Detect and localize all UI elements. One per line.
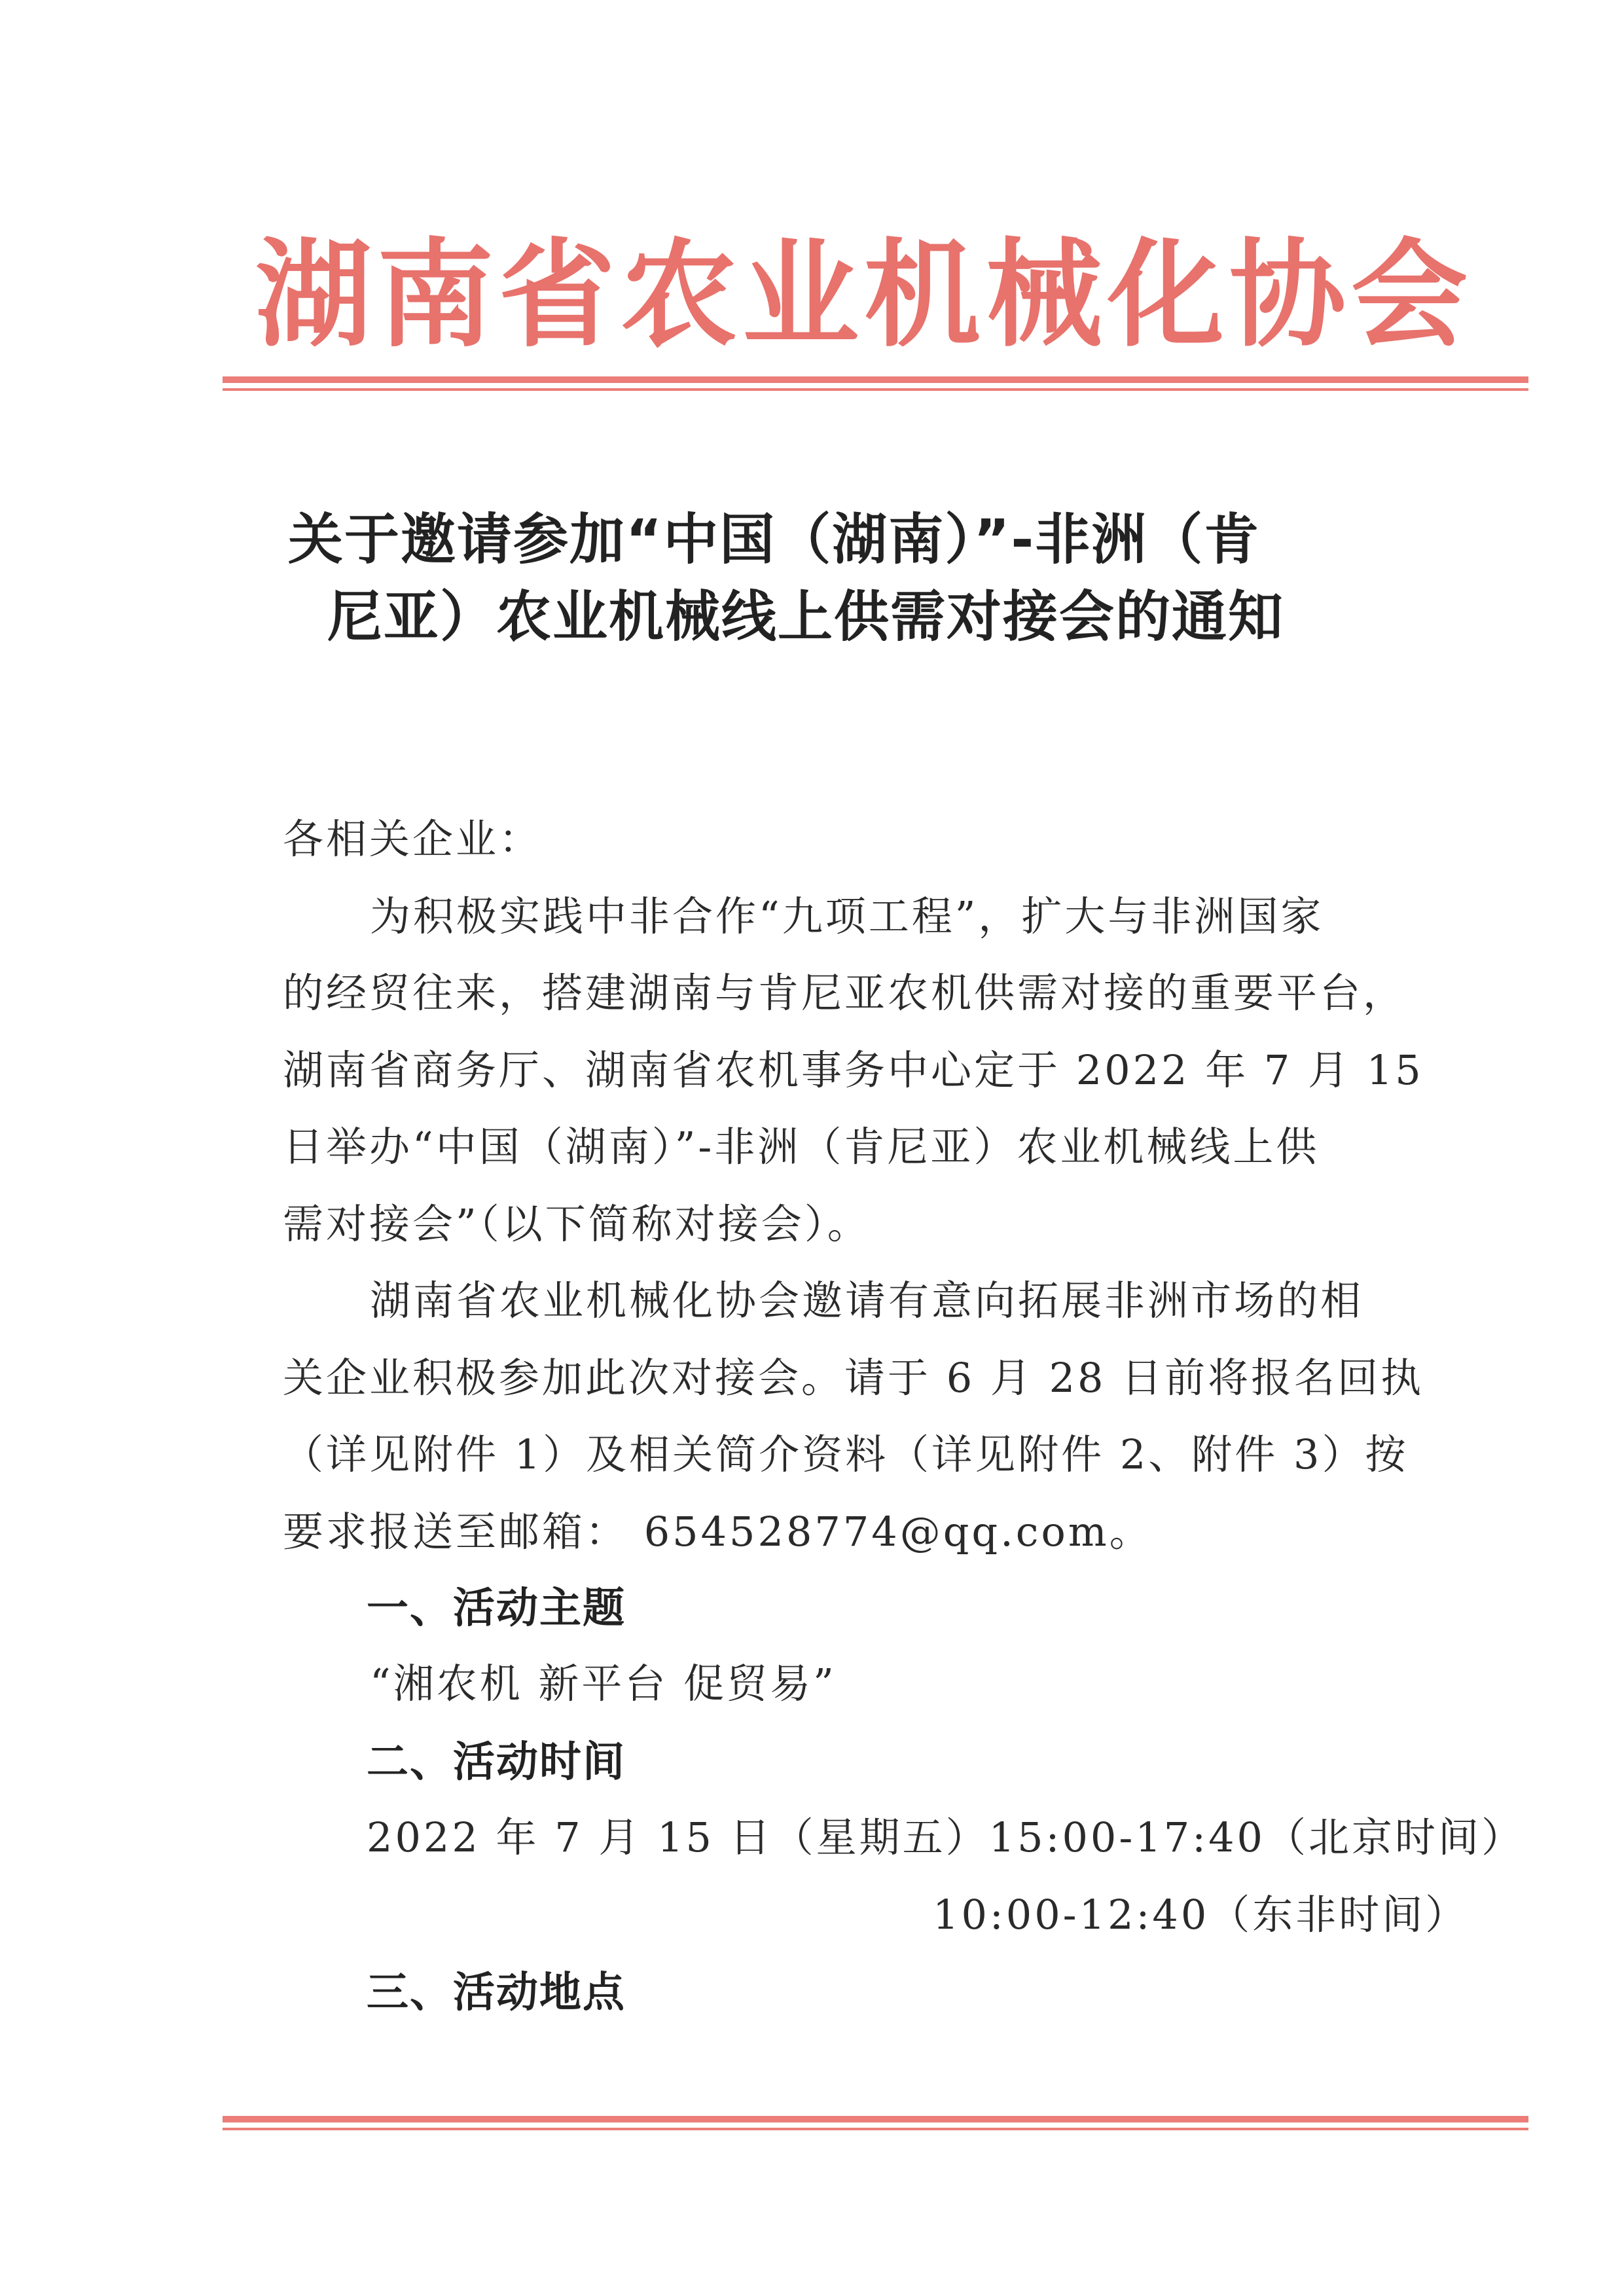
section-heading-time: 二、活动时间 bbox=[367, 1738, 626, 1787]
letterhead-red-rule bbox=[223, 376, 1528, 391]
section-heading-venue: 三、活动地点 bbox=[367, 1969, 626, 2017]
paragraph-2-line-3: （详见附件 1）及相关简介资料（详见附件 2、附件 3）按 bbox=[283, 1430, 1409, 1478]
paragraph-1-line-2: 的经贸往来，搭建湖南与肯尼亚农机供需对接的重要平台， bbox=[283, 969, 1407, 1017]
paragraph-1-line-3: 湖南省商务厅、湖南省农机事务中心定于 2022 年 7 月 15 bbox=[283, 1046, 1424, 1094]
section-time-east-africa: 10:00-12:40（东非时间） bbox=[933, 1891, 1469, 1939]
paragraph-2-line-1: 湖南省农业机械化协会邀请有意向拓展非洲市场的相 bbox=[370, 1277, 1364, 1324]
paragraph-1-line-4: 日举办“中国（湖南）”-非洲（肯尼亚）农业机械线上供 bbox=[283, 1123, 1320, 1171]
section-time-beijing: 2022 年 7 月 15 日（星期五）15:00-17:40（北京时间） bbox=[367, 1813, 1525, 1861]
document-title-line-1: 关于邀请参加“中国（湖南）”-非洲（肯 bbox=[288, 507, 1261, 572]
letterhead-org-name: 湖南省农业机械化协会 bbox=[255, 226, 1473, 363]
salutation: 各相关企业： bbox=[283, 815, 543, 863]
section-heading-theme: 一、活动主题 bbox=[367, 1584, 626, 1633]
document-title-line-2: 尼亚）农业机械线上供需对接会的通知 bbox=[327, 585, 1285, 649]
document-title bbox=[288, 501, 1440, 655]
paragraph-2-line-4: 要求报送至邮箱： 654528774@qq.com。 bbox=[283, 1508, 1153, 1556]
paragraph-1-line-5: 需对接会”（以下简称对接会）。 bbox=[283, 1200, 871, 1248]
section-theme-text: “湘农机 新平台 促贸易” bbox=[370, 1660, 837, 1707]
paragraph-2-line-2: 关企业积极参加此次对接会。请于 6 月 28 日前将报名回执 bbox=[283, 1354, 1424, 1402]
paragraph-1-line-1: 为积极实践中非合作“九项工程”，扩大与非洲国家 bbox=[370, 892, 1324, 940]
footer-red-rule bbox=[223, 2116, 1528, 2130]
